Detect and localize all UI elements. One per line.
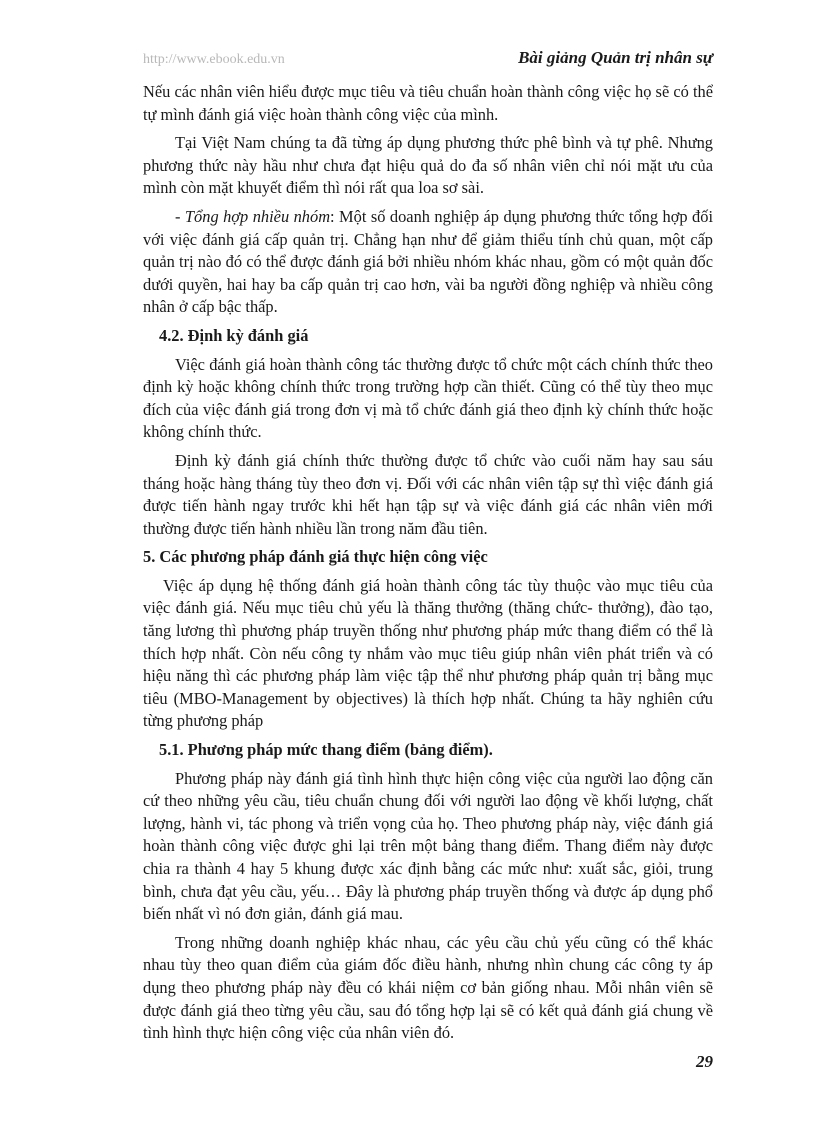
section-heading-5-1: 5.1. Phương pháp mức thang điểm (bảng điểm). — [159, 740, 493, 760]
section-heading-4-2: 4.2. Định kỳ đánh giá — [159, 325, 309, 345]
header-title: Bài giảng Quản trị nhân sự — [518, 48, 713, 67]
section-heading-5: 5. Các phương pháp đánh giá thực hiện công việc — [143, 547, 488, 567]
page-header — [143, 48, 713, 72]
document-body — [143, 81, 713, 1051]
paragraph: Định kỳ đánh giá chính thức thường được tổ chức vào cuối năm hay sau sáu tháng hoặc hàng tháng tùy theo đơn vị. Đối với các nhân viên tập sự thì việc đánh giá được tiến hành ngay trước khi hết hạn tập sự và việc đánh giá các nhân viên mới thường được tiến hành nhiều lần trong năm đầu tiên. — [143, 450, 713, 538]
paragraph: Việc đánh giá hoàn thành công tác thường được tổ chức một cách chính thức theo định kỳ hoặc không chính thức trong trường hợp cần thiết. Cũng có thể tùy theo mục đích của việc đánh giá trong đơn vị mà tổ chức đánh giá theo định kỳ chính thức hoặc không chính thức. — [143, 354, 713, 442]
paragraph: Nếu các nhân viên hiểu được mục tiêu và tiêu chuẩn hoàn thành công việc họ sẽ có thể tự mình đánh giá việc hoàn thành công việc của mình. — [143, 82, 713, 124]
paragraph-body: : Một số doanh nghiệp áp dụng phương thức tổng hợp đối với việc đánh giá cấp quản trị. Chẳng hạn như để giảm thiểu tính chủ quan, một cấp quản trị nào đó có thể được đánh giá bởi nhiều nhóm khác nhau, gồm có một quản đốc dưới quyền, hai hay ba cấp quản trị cao hơn, vài ba người đồng nghiệp và nhiều công nhân ở cấp bậc thấp. — [143, 206, 713, 317]
paragraph: Việc áp dụng hệ thống đánh giá hoàn thành công tác tùy thuộc vào mục tiêu của việc đánh giá. Nếu mục tiêu chủ yếu là thăng thưởng (thăng chức- thưởng), đào tạo, tăng lương thì phương pháp truyền thống như phương pháp mức thang điểm có thể là thích hợp nhất. Còn nếu công ty nhắm vào mục tiêu giúp nhân viên phát triển và có hiệu năng thì các phương pháp làm việc tập thể như phương pháp quản trị bằng mục tiêu (MBO-Management by objectives) là thích hợp nhất. Chúng ta hãy nghiên cứu từng phương pháp — [143, 575, 713, 731]
page-number: 29 — [696, 1052, 713, 1071]
paragraph-lead-term: - Tổng hợp nhiều nhóm — [175, 206, 331, 226]
paragraph — [143, 206, 713, 319]
paragraph: Tại Việt Nam chúng ta đã từng áp dụng phương thức phê bình và tự phê. Nhưng phương thức này hầu như chưa đạt hiệu quả do đa số nhân viên chỉ nói mặt ưu của mình còn mặt khuyết điểm thì nói rất qua loa sơ sài. — [143, 133, 713, 198]
paragraph: Phương pháp này đánh giá tình hình thực hiện công việc của người lao động căn cứ theo những yêu cầu, tiêu chuẩn chung đối với người lao động về khối lượng, chất lượng, hành vi, tác phong và triển vọng của họ. Theo phương pháp này, việc đánh giá hoàn thành công việc được ghi lại trên một bảng thang điểm. Thang điểm này được chia ra thành 4 hay 5 khung được xác định bằng các mức như: xuất sắc, giỏi, trung bình, chưa đạt yêu cầu, yếu… Đây là phương pháp truyền thống và được áp dụng phổ biến nhất vì nó đơn giản, đánh giá mau. — [143, 768, 713, 924]
header-url-watermark: http://www.ebook.edu.vn — [143, 52, 285, 67]
paragraph: Trong những doanh nghiệp khác nhau, các yêu cầu chủ yếu cũng có thể khác nhau tùy theo quan điểm của giám đốc điều hành, nhưng nhìn chung các công ty áp dụng theo phương pháp này đều có khái niệm cơ bản giống nhau. Mỗi nhân viên sẽ được đánh giá theo từng yêu cầu, sau đó tổng hợp lại sẽ có kết quả đánh giá chung về tình hình thực hiện công việc của nhân viên đó. — [143, 932, 713, 1043]
